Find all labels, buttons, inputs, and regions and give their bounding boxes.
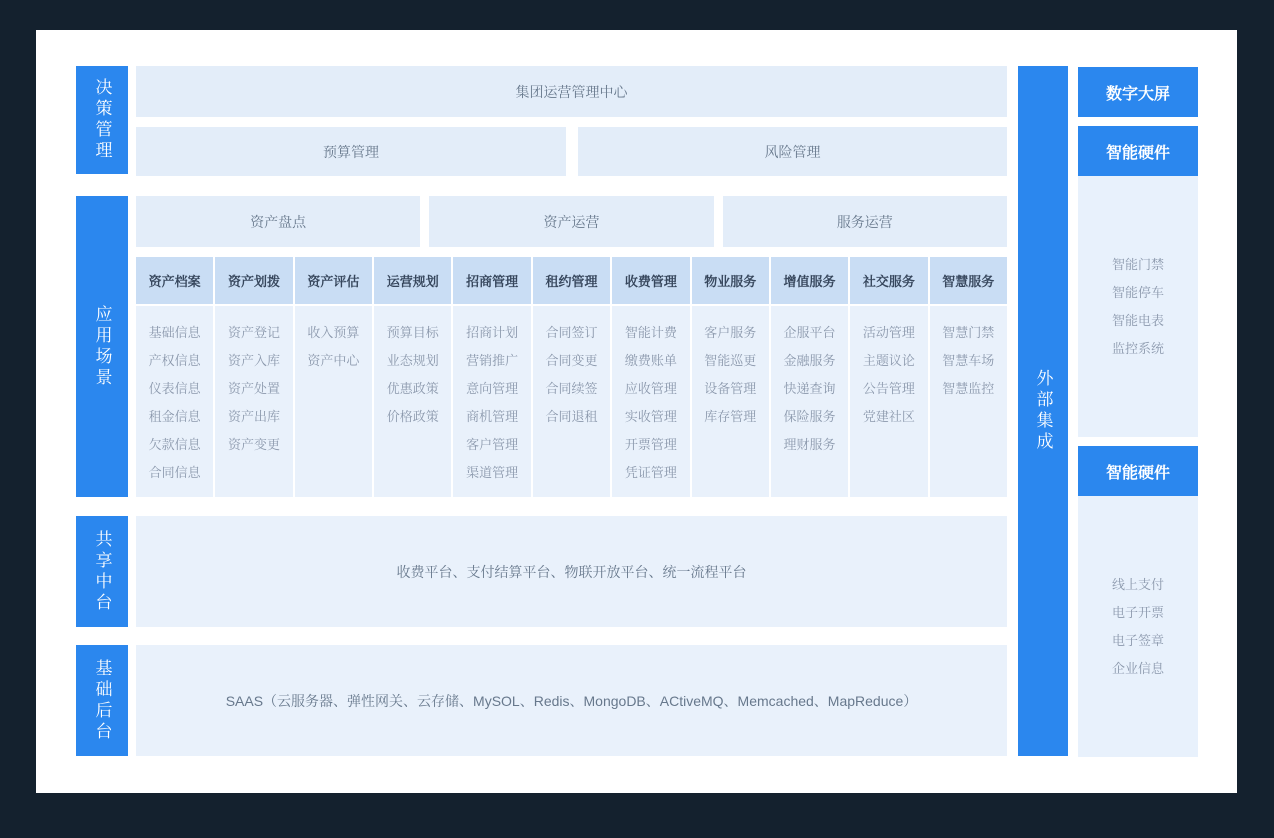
application-column-header: 收费管理 [612, 257, 689, 304]
application-column-item: 业态规划 [386, 353, 439, 368]
application-column-header: 租约管理 [533, 257, 610, 304]
application-column-item: 金融服务 [783, 353, 836, 368]
hardware-item: 线上支付 [1111, 576, 1164, 592]
application-column-item: 快递查询 [783, 381, 836, 396]
box-group-operations-center: 集团运营管理中心 [136, 66, 1007, 117]
application-column-header: 招商管理 [453, 257, 530, 304]
box-shared-platform-list: 收费平台、支付结算平台、物联开放平台、统一流程平台 [136, 516, 1007, 627]
application-column-item: 活动管理 [862, 325, 915, 340]
section-label-application-scenarios: 应用场景 [76, 196, 128, 497]
application-column [850, 257, 927, 497]
application-column [295, 257, 372, 497]
application-group-row [136, 196, 1007, 247]
hardware-block [1078, 126, 1198, 437]
application-column-item: 资产处置 [228, 381, 281, 396]
application-column-header: 智慧服务 [930, 257, 1007, 304]
application-column-item: 优惠政策 [386, 381, 439, 396]
application-column-item: 理财服务 [783, 437, 836, 452]
header-smart-hardware: 智能硬件 [1078, 126, 1198, 176]
application-column-header: 资产档案 [136, 257, 213, 304]
application-column-item: 智慧门禁 [942, 325, 995, 340]
box-risk-management: 风险管理 [578, 127, 1007, 176]
application-column-item: 设备管理 [704, 381, 757, 396]
application-column-item: 资产登记 [228, 325, 281, 340]
right-panel [1078, 67, 1198, 757]
application-column-item: 智能计费 [624, 325, 677, 340]
application-column [374, 257, 451, 497]
architecture-diagram-card [36, 30, 1237, 793]
application-columns [136, 257, 1007, 497]
application-column-item: 欠款信息 [148, 437, 201, 452]
application-column-body [136, 306, 213, 497]
hardware-item: 智能停车 [1111, 284, 1164, 300]
application-column-body [771, 306, 848, 497]
application-column-item: 库存管理 [704, 409, 757, 424]
application-column-item: 营销推广 [466, 353, 519, 368]
application-column [533, 257, 610, 497]
application-column-header: 物业服务 [692, 257, 769, 304]
application-column-body [295, 306, 372, 497]
application-column-item: 凭证管理 [624, 465, 677, 480]
application-column [612, 257, 689, 497]
application-column-item: 资产中心 [307, 353, 360, 368]
application-column-header: 运营规划 [374, 257, 451, 304]
hardware-blocks [1078, 126, 1198, 757]
hardware-item: 企业信息 [1111, 660, 1164, 676]
box-budget-management: 预算管理 [136, 127, 566, 176]
application-column-item: 商机管理 [466, 409, 519, 424]
application-column-header: 资产评估 [295, 257, 372, 304]
application-column-item: 资产入库 [228, 353, 281, 368]
hardware-item: 电子签章 [1111, 632, 1164, 648]
application-column [136, 257, 213, 497]
application-column-item: 资产出库 [228, 409, 281, 424]
application-column-item: 合同变更 [545, 353, 598, 368]
application-column-body [692, 306, 769, 497]
application-column-item: 智慧监控 [942, 381, 995, 396]
application-column-item: 预算目标 [386, 325, 439, 340]
section-label-shared-middle-platform: 共享中台 [76, 516, 128, 627]
application-column-header: 社交服务 [850, 257, 927, 304]
hardware-block-body [1078, 496, 1198, 757]
application-group-box: 资产运营 [429, 196, 713, 247]
application-column-item: 产权信息 [148, 353, 201, 368]
application-column-item: 合同退租 [545, 409, 598, 424]
application-column-item: 意向管理 [466, 381, 519, 396]
application-column [771, 257, 848, 497]
application-column-item: 缴费账单 [624, 353, 677, 368]
application-column-item: 企服平台 [783, 325, 836, 340]
hardware-item: 智能电表 [1111, 312, 1164, 328]
application-column-item: 实收管理 [624, 409, 677, 424]
application-column [453, 257, 530, 497]
section-label-external-integration: 外部集成 [1018, 66, 1068, 756]
hardware-item: 监控系统 [1111, 340, 1164, 356]
application-column-item: 保险服务 [783, 409, 836, 424]
application-column-item: 合同签订 [545, 325, 598, 340]
application-column-item: 开票管理 [624, 437, 677, 452]
application-column-body [453, 306, 530, 497]
application-group-box: 服务运营 [723, 196, 1007, 247]
application-column-item: 招商计划 [466, 325, 519, 340]
application-column-item: 资产变更 [228, 437, 281, 452]
application-column-item: 基础信息 [148, 325, 201, 340]
application-column-item: 合同续签 [545, 381, 598, 396]
section-label-basic-backend: 基础后台 [76, 645, 128, 756]
application-column-item: 收入预算 [307, 325, 360, 340]
application-column-item: 租金信息 [148, 409, 201, 424]
header-smart-hardware: 智能硬件 [1078, 446, 1198, 496]
hardware-item: 智能门禁 [1111, 256, 1164, 272]
application-column-item: 仪表信息 [148, 381, 201, 396]
application-column [692, 257, 769, 497]
application-column-item: 渠道管理 [466, 465, 519, 480]
application-column [215, 257, 292, 497]
application-column-body [850, 306, 927, 497]
hardware-item: 电子开票 [1111, 604, 1164, 620]
application-column-item: 党建社区 [862, 409, 915, 424]
hardware-block [1078, 446, 1198, 757]
application-column-item: 智能巡更 [704, 353, 757, 368]
application-column-body [612, 306, 689, 497]
box-basic-backend-saas: SAAS（云服务器、弹性网关、云存储、MySOL、Redis、MongoDB、ACtiveMQ、Memcached、MapReduce） [136, 645, 1007, 756]
application-column-body [374, 306, 451, 497]
application-column-body [930, 306, 1007, 497]
application-column-item: 主题议论 [862, 353, 915, 368]
application-column-item: 公告管理 [862, 381, 915, 396]
header-digital-big-screen: 数字大屏 [1078, 67, 1198, 117]
application-column-header: 资产划拨 [215, 257, 292, 304]
application-column-item: 客户服务 [704, 325, 757, 340]
hardware-block-body [1078, 176, 1198, 437]
application-column-header: 增值服务 [771, 257, 848, 304]
application-column-item: 客户管理 [466, 437, 519, 452]
application-column-item: 智慧车场 [942, 353, 995, 368]
application-column-body [533, 306, 610, 497]
application-column-body [215, 306, 292, 497]
section-label-decision-management: 决策管理 [76, 66, 128, 174]
application-column-item: 合同信息 [148, 465, 201, 480]
application-column-item: 价格政策 [386, 409, 439, 424]
application-group-box: 资产盘点 [136, 196, 420, 247]
application-column-item: 应收管理 [624, 381, 677, 396]
application-column [930, 257, 1007, 497]
